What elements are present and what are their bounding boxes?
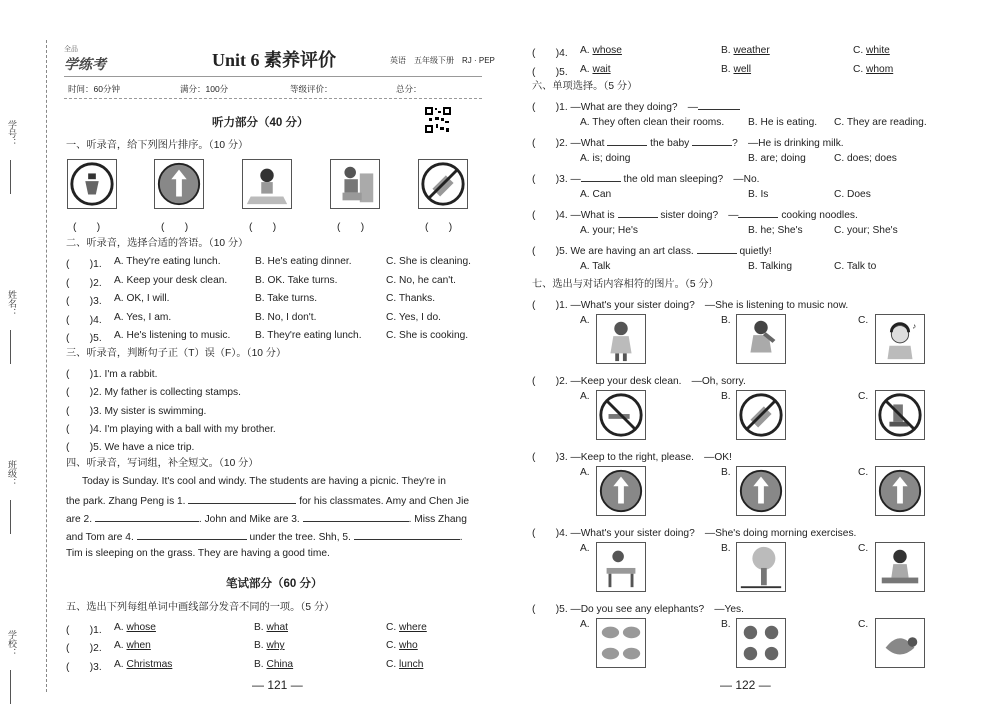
s1-picture-1 (67, 159, 117, 209)
s6-q3-opt-b[interactable]: B. Is (748, 189, 769, 200)
s5-q1-opt-c[interactable]: C. where (386, 622, 427, 633)
s6-q4-blank-1[interactable] (618, 207, 658, 218)
s2-q2[interactable]: ( )2. (66, 277, 102, 289)
s5-q2-opt-b[interactable]: B. why (254, 640, 285, 652)
s5-q4[interactable]: ( )4. (532, 48, 568, 59)
s2-q1[interactable]: ( )1. (66, 259, 102, 270)
logo-top-text: 全品 (64, 46, 78, 53)
s2-q1-opt-b[interactable]: B. He's eating dinner. (255, 256, 352, 267)
s5-q5[interactable]: ( )5. (532, 66, 568, 78)
s6-q1: ( )1. —What are they doing? — (532, 98, 740, 113)
s5-q5-opt-a[interactable]: A. wait (580, 63, 611, 75)
s6-q2-blank-1[interactable] (607, 135, 647, 146)
s1-picture-5 (418, 159, 468, 209)
s2-q1-opt-c[interactable]: C. She is cleaning. (386, 256, 471, 267)
s6-q5-opt-c[interactable]: C. Talk to (834, 261, 877, 272)
s6-q5-opt-a[interactable]: A. Talk (580, 261, 611, 272)
s7-q1-picture-a[interactable] (596, 314, 646, 364)
s1-picture-3 (242, 159, 292, 209)
s7-q3-picture-b[interactable] (736, 466, 786, 516)
s7-q5-opt-c[interactable]: C. (858, 619, 869, 630)
s5-q2-opt-c[interactable]: C. who (386, 640, 418, 652)
s5-q2[interactable]: ( )2. (66, 643, 102, 655)
s5-q5-opt-b[interactable]: B. well (721, 63, 752, 75)
s2-q1-opt-a[interactable]: A. They're eating lunch. (114, 256, 221, 267)
page-title: Unit 6 素养评价 (212, 50, 337, 70)
s6-q4-opt-b[interactable]: B. he; She's (748, 225, 803, 236)
gutter-label-student-id: 学号： (7, 120, 17, 147)
gutter-label-class: 班级： (7, 460, 17, 487)
s3-q2[interactable]: ( )2. My father is collecting stamps. (66, 387, 241, 399)
s7-q2-picture-c[interactable] (875, 390, 925, 440)
s7-q1-opt-a[interactable]: A. (580, 315, 590, 326)
s5-q4-opt-a[interactable]: A. whose (580, 45, 622, 56)
s5-q3-opt-c[interactable]: C. lunch (386, 658, 424, 670)
s4-blank-1[interactable] (188, 493, 296, 504)
s5-q2-opt-a[interactable]: A. when (114, 640, 151, 652)
s7-q5[interactable]: ( )5. —Do you see any elephants? —Yes. (532, 604, 744, 615)
s1-answer-1[interactable]: ( ) (73, 222, 101, 233)
meta-full-score: 满分：100分 (180, 84, 229, 94)
s7-q2-opt-b[interactable]: B. (721, 391, 731, 402)
gutter-label-school: 学校： (7, 630, 17, 657)
s7-q4[interactable]: ( )4. —What's your sister doing? —She's doing morning exercises. (532, 528, 857, 539)
s3-q1[interactable]: ( )1. I'm a rabbit. (66, 369, 158, 380)
s2-q5[interactable]: ( )5. (66, 333, 102, 344)
s7-q5-opt-b[interactable]: B. (721, 619, 731, 630)
logo-main-text: 学练考 (64, 56, 106, 72)
right-page (500, 0, 1000, 722)
s7-q4-opt-a[interactable]: A. (580, 543, 590, 554)
s7-q1-opt-b[interactable]: B. (721, 315, 731, 326)
s7-q4-opt-c[interactable]: C. (858, 543, 869, 554)
s2-q3-opt-b[interactable]: B. Take turns. (255, 293, 318, 304)
s6-q5-opt-b[interactable]: B. Talking (748, 261, 792, 272)
s4-line-3: are 2. . John and Mike are 3. . Miss Zhang (66, 511, 467, 526)
s7-q3[interactable]: ( )3. —Keep to the right, please. —OK! (532, 452, 732, 463)
s1-answer-5[interactable]: ( ) (425, 222, 453, 233)
section-4-title: 四、听录音，写词组，补全短文。（10 分） (66, 458, 259, 469)
meta-time: 时间：60分钟 (68, 84, 120, 94)
s1-answer-2[interactable]: ( ) (161, 222, 189, 233)
s5-q4-opt-b[interactable]: B. weather (721, 45, 770, 56)
s2-q4[interactable]: ( )4. (66, 314, 102, 326)
page-number-121: — 121 — (252, 678, 303, 692)
s5-q1-opt-b[interactable]: B. what (254, 622, 289, 633)
s1-answer-3[interactable]: ( ) (249, 222, 277, 233)
s2-q3[interactable]: ( )3. (66, 296, 102, 307)
s5-q5-opt-c[interactable]: C. whom (853, 63, 894, 75)
s2-q2-opt-b[interactable]: B. OK. Take turns. (255, 274, 338, 286)
s5-q1[interactable]: ( )1. (66, 625, 102, 636)
written-section-header: 笔试部分（60 分） (226, 578, 323, 590)
s1-picture-4 (330, 159, 380, 209)
subject-label: 英语 五年级下册 RJ · PEP (390, 56, 495, 65)
s6-q1-opt-a[interactable]: A. They often clean their rooms. (580, 117, 725, 128)
s7-q1-picture-c[interactable] (875, 314, 925, 364)
listening-section-header: 听力部分（40 分） (212, 117, 309, 129)
s1-picture-2 (154, 159, 204, 209)
s7-q4-opt-b[interactable]: B. (721, 543, 731, 554)
svg-text:♪: ♪ (912, 321, 917, 331)
binding-gutter (0, 0, 56, 722)
qr-code (424, 106, 452, 134)
s3-q3[interactable]: ( )3. My sister is swimming. (66, 405, 207, 417)
s7-q1-picture-b[interactable] (736, 314, 786, 364)
s2-q3-opt-a[interactable]: A. OK, I will. (114, 293, 170, 304)
s7-q5-picture-a[interactable] (596, 618, 646, 668)
s6-q4-opt-c[interactable]: C. your; She's (834, 225, 898, 236)
s4-blank-4[interactable] (137, 529, 247, 540)
page-number-122: — 122 — (720, 678, 771, 692)
s6-q2-blank-2[interactable] (692, 135, 732, 146)
s4-blank-5[interactable] (354, 529, 460, 540)
s6-q4-opt-a[interactable]: A. your; He's (580, 225, 638, 236)
s5-q3-opt-b[interactable]: B. China (254, 658, 294, 670)
s6-q3: ( )3. — the old man sleeping? —No. (532, 170, 759, 185)
section-6-title: 六、单项选择。（5 分） (532, 81, 638, 92)
s5-q4-opt-c[interactable]: C. white (853, 45, 890, 56)
s7-q3-picture-a[interactable] (596, 466, 646, 516)
s7-q3-opt-a[interactable]: A. (580, 467, 590, 478)
s5-q3-opt-a[interactable]: A. Christmas (114, 658, 173, 670)
s6-q5: ( )5. We are having an art class. quietly! (532, 242, 772, 257)
s4-line-5: Tim is sleeping on the grass. They are having a good time. (66, 548, 330, 559)
s2-q4-opt-b[interactable]: B. No, I don't. (255, 311, 317, 323)
s6-q2-opt-a[interactable]: A. is; doing (580, 153, 631, 164)
s2-q3-opt-c[interactable]: C. Thanks. (386, 293, 436, 304)
s7-q2-opt-a[interactable]: A. (580, 391, 590, 402)
s6-q1-blank[interactable] (698, 99, 740, 110)
section-2-title: 二、听录音，选择合适的答语。（10 分） (66, 238, 249, 249)
s6-q1-opt-b[interactable]: B. He is eating. (748, 117, 818, 128)
s6-q2-opt-b[interactable]: B. are; doing (748, 153, 806, 164)
s6-q5-blank[interactable] (697, 243, 737, 254)
s7-q4-picture-a[interactable] (596, 542, 646, 592)
s4-blank-2[interactable] (95, 511, 199, 522)
s6-q3-blank[interactable] (581, 171, 621, 182)
meta-grade-eval: 等级评价： (290, 84, 333, 94)
s2-q4-opt-c[interactable]: C. Yes, I do. (386, 311, 441, 323)
s2-q5-opt-a[interactable]: A. He's listening to music. (114, 330, 231, 341)
s6-q4-blank-2[interactable] (738, 207, 778, 218)
s7-q4-picture-c[interactable] (875, 542, 925, 592)
s7-q3-opt-b[interactable]: B. (721, 467, 731, 478)
s6-q4: ( )4. —What is sister doing? — cooking noodles. (532, 206, 858, 221)
s4-line-4: and Tom are 4. under the tree. Shh, 5. . (66, 529, 463, 544)
s5-q3[interactable]: ( )3. (66, 661, 102, 673)
s5-q1-opt-a[interactable]: A. whose (114, 622, 156, 633)
gutter-label-name: 姓名： (7, 290, 17, 317)
s7-q2-opt-c[interactable]: C. (858, 391, 869, 402)
s2-q2-opt-c[interactable]: C. No, he can't. (386, 274, 456, 286)
s7-q3-picture-c[interactable] (875, 466, 925, 516)
s7-q3-opt-c[interactable]: C. (858, 467, 869, 478)
s7-q1[interactable]: ( )1. —What's your sister doing? —She is listening to music now. (532, 300, 849, 311)
s7-q5-picture-b[interactable] (736, 618, 786, 668)
s6-q3-opt-a[interactable]: A. Can (580, 189, 612, 200)
s3-q4[interactable]: ( )4. I'm playing with a ball with my brother. (66, 423, 276, 435)
s7-q2[interactable]: ( )2. —Keep your desk clean. —Oh, sorry. (532, 376, 746, 387)
s2-q5-opt-b[interactable]: B. They're eating lunch. (255, 330, 362, 341)
s7-q2-picture-b[interactable] (736, 390, 786, 440)
s7-q5-opt-a[interactable]: A. (580, 619, 590, 630)
s6-q3-opt-c[interactable]: C. Does (834, 189, 871, 200)
section-5-title: 五、选出下列每组单词中画线部分发音不同的一项。（5 分） (66, 602, 335, 613)
s3-q5[interactable]: ( )5. We have a nice trip. (66, 442, 195, 454)
s6-q2-opt-c[interactable]: C. does; does (834, 153, 897, 164)
s4-line-1: Today is Sunday. It's cool and windy. The students are having a picnic. They're in (82, 476, 446, 487)
s7-q1-opt-c[interactable]: C. (858, 315, 869, 326)
s7-q5-picture-c[interactable] (875, 618, 925, 668)
section-1-title: 一、听录音，给下列图片排序。（10 分） (66, 140, 249, 151)
s7-q2-picture-a[interactable] (596, 390, 646, 440)
section-3-title: 三、听录音，判断句子正（T）误（F）。（10 分） (66, 348, 287, 359)
s7-q4-picture-b[interactable] (736, 542, 786, 592)
section-7-title: 七、选出与对话内容相符的图片。（5 分） (532, 279, 719, 290)
s4-blank-3[interactable] (303, 511, 409, 522)
s6-q1-opt-c[interactable]: C. They are reading. (834, 117, 927, 128)
meta-total: 总分： (396, 84, 422, 94)
s1-answer-4[interactable]: ( ) (337, 222, 365, 233)
s2-q2-opt-a[interactable]: A. Keep your desk clean. (114, 274, 228, 286)
s2-q5-opt-c[interactable]: C. She is cooking. (386, 330, 469, 341)
s6-q2: ( )2. —What the baby ? —He is drinking milk. (532, 134, 844, 149)
brand-logo (64, 44, 106, 74)
s2-q4-opt-a[interactable]: A. Yes, I am. (114, 311, 172, 323)
s4-line-2: the park. Zhang Peng is 1. for his classmates. Amy and Chen Jie (66, 493, 469, 508)
